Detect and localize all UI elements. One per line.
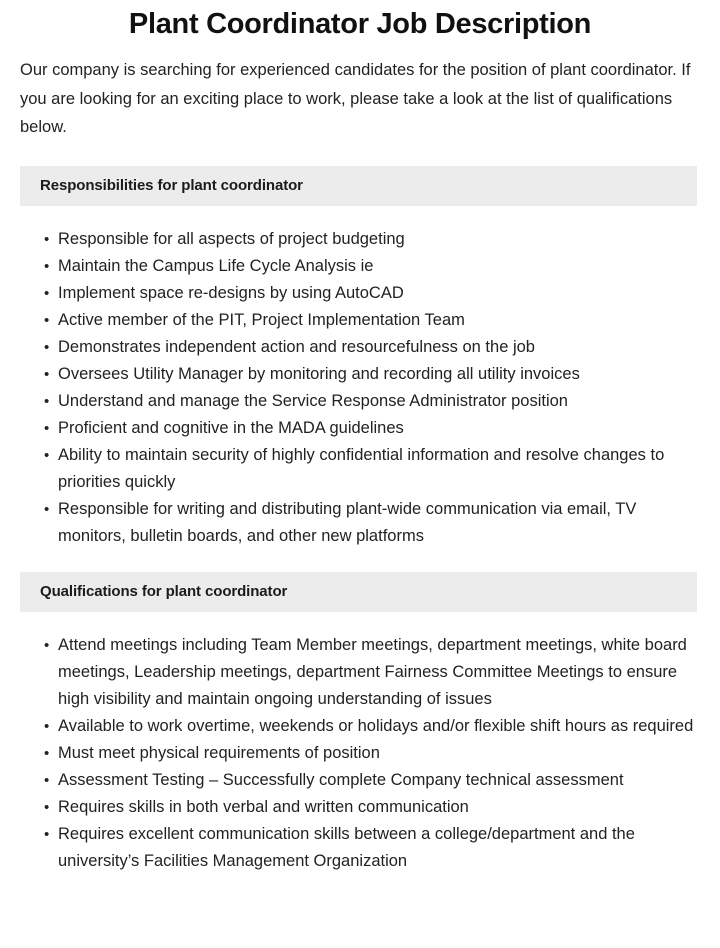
intro-paragraph: Our company is searching for experienced candidates for the position of plant coordinator. If you are looking for an exciting place to work, please take a look at the list of qualifications below. (20, 61, 691, 136)
page-title: Plant Coordinator Job Description (128, 8, 592, 40)
list-item: • Requires skills in both verbal and written communication (58, 794, 694, 821)
list-item: • Assessment Testing – Successfully complete Company technical assessment (58, 767, 694, 794)
list-item: • Proficient and cognitive in the MADA guidelines (58, 415, 694, 442)
list-item: • Active member of the PIT, Project Implementation Team (58, 307, 694, 334)
list-item: • Oversees Utility Manager by monitoring and recording all utility invoices (58, 361, 694, 388)
list-item: • Demonstrates independent action and resourcefulness on the job (58, 334, 694, 361)
list-item: • Must meet physical requirements of position (58, 740, 694, 767)
list-item: • Implement space re-designs by using AutoCAD (58, 280, 694, 307)
list-item: • Understand and manage the Service Response Administrator position (58, 388, 694, 415)
list-item: • Responsible for all aspects of project budgeting (58, 226, 694, 253)
section-qualifications (0, 572, 720, 875)
list-item: • Available to work overtime, weekends or holidays and/or flexible shift hours as required (58, 713, 694, 740)
section-header-responsibilities (20, 166, 697, 206)
list-item: • Maintain the Campus Life Cycle Analysis ie (58, 253, 694, 280)
list-item: • Requires excellent communication skills between a college/department and the university’s Facilities Management Organization (58, 821, 694, 875)
section-responsibilities (0, 166, 720, 550)
list-item: • Responsible for writing and distributing plant-wide communication via email, TV monitors, bulletin boards, and other new platforms (58, 496, 694, 550)
section-header-qualifications-label: Qualifications for plant coordinator (40, 583, 288, 600)
section-header-qualifications (20, 572, 697, 612)
list-item: • Attend meetings including Team Member meetings, department meetings, white board meetings, Leadership meetings, department Fairness Committee Meetings to ensure high visibility and maintain ongoing understanding of issues (58, 632, 694, 713)
section-header-responsibilities-label: Responsibilities for plant coordinator (40, 177, 303, 194)
qualifications-list (0, 632, 720, 875)
responsibilities-list (0, 226, 720, 550)
list-item: • Ability to maintain security of highly confidential information and resolve changes to priorities quickly (58, 442, 694, 496)
